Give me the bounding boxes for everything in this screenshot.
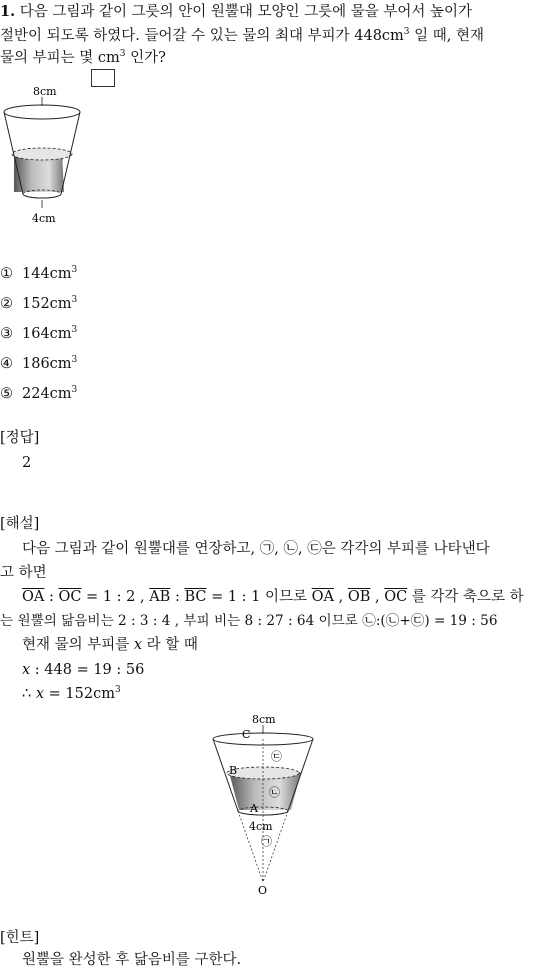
fig2-circ-2: ㉡ <box>269 786 280 799</box>
fig2-circ-1: ㉠ <box>261 835 272 848</box>
choice-3[interactable]: ③ $164cm^3$ <box>0 325 78 342</box>
choice-2[interactable]: ② $152cm^3$ <box>0 295 78 312</box>
hint-text: 원뿔을 완성한 후 닮음비를 구한다. <box>22 952 242 968</box>
answer-header: [정답] <box>0 430 40 446</box>
solution-line-2: 고 하면 <box>0 565 47 581</box>
choice-4[interactable]: ④ $186cm^3$ <box>0 355 78 372</box>
solution-header: [해설] <box>0 516 40 532</box>
fig2-label-a: A <box>250 802 258 815</box>
answer-value: 2 <box>22 455 32 471</box>
solution-line-6: x : 448 = 19 : 56 <box>22 662 145 678</box>
solution-line-4: 는 원뿔의 닮음비는 2 : 3 : 4 , 부피 비는 8 : 27 : 64 이므로 ㉡:(㉡+㉢) = 19 : 56 <box>0 613 498 629</box>
figure-extended-cone <box>205 710 315 900</box>
choice-1[interactable]: ① $144cm^3$ <box>0 265 78 282</box>
fig2-label-c: C <box>242 728 251 741</box>
fig1-top-label: 8cm <box>33 85 57 98</box>
question-line-2: 절반이 되도록 하였다. 들어갈 수 있는 물의 최대 부피가 $448cm^3$ 일 때, 현재 <box>0 27 484 44</box>
fig2-top-label: 8cm <box>252 713 276 726</box>
solution-line-7: ∴ $x = 152cm^3$ <box>22 685 121 702</box>
question-line-3: 물의 부피는 몇 $cm^3$ 인가? <box>0 49 166 66</box>
fig2-bottom-label: 4cm <box>249 820 273 833</box>
solution-line-5: 현재 물의 부피를 x 라 할 때 <box>22 637 198 653</box>
hint-header: [힌트] <box>0 930 40 946</box>
fig2-circ-3: ㉢ <box>271 750 282 763</box>
fig2-label-b: B <box>229 764 238 777</box>
question-line-1: 1. 다음 그림과 같이 그릇의 안이 원뿔대 모양인 그릇에 물을 부어서 높이가 <box>0 3 473 20</box>
question-number: 1. <box>0 3 16 20</box>
fig2-label-o: O <box>258 884 268 897</box>
choice-5[interactable]: ⑤ $224cm^3$ <box>0 385 78 402</box>
fig1-bottom-label: 4cm <box>32 212 56 225</box>
figure-frustum-cup <box>0 84 100 234</box>
solution-line-3: $\overline{OA}$ : $\overline{OC} = 1$ : 2 , $\overline{AB}$ : $\overline{BC} = 1$ : 1 이므로 $\overline{OA}$ , $\overline{OB}$ , $\overline{OC}$ 를 각각 축으로 하 <box>22 589 524 605</box>
solution-line-1: 다음 그림과 같이 원뿔대를 연장하고, ㉠, ㉡, ㉢은 각각의 부피를 나타낸다 <box>22 541 490 557</box>
